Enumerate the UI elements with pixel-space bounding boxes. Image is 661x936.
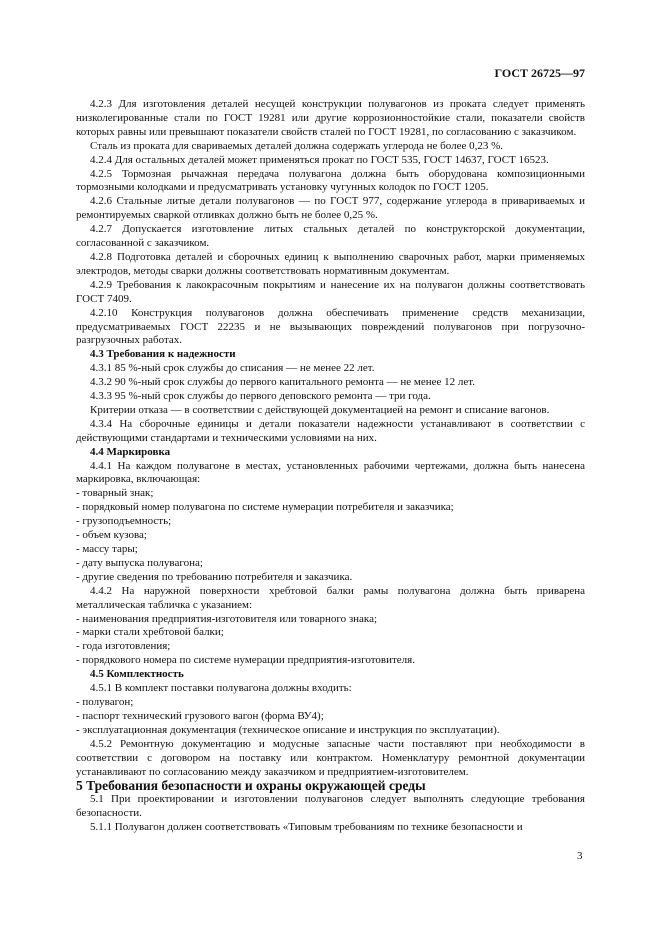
list-item: - марки стали хребтовой балки;: [76, 626, 224, 639]
list-item: - другие сведения по требованию потребителя и заказчика.: [76, 570, 353, 583]
list-item: - порядкового номера по системе нумерации предприятия-изготовителя.: [76, 654, 415, 667]
document-header: ГОСТ 26725—97: [494, 66, 585, 80]
subsection-heading: 4.5 Комплектность: [90, 668, 184, 681]
paragraph: 4.2.5 Тормозная рычажная передача полувагона должна быть оборудована композиционными тормозными колодками и предусматривать установку чугунных колодок по ГОСТ 1205.: [76, 167, 585, 194]
list-item: - объем кузова;: [76, 529, 147, 542]
list-item: - порядковый номер полувагона по системе нумерации потребителя и заказчика;: [76, 501, 454, 514]
paragraph: 4.3.2 90 %-ный срок службы до первого капитального ремонта — не менее 12 лет.: [90, 376, 476, 389]
list-item: - эксплуатационная документация (техническое описание и инструкция по эксплуатации).: [76, 723, 500, 736]
document-body: [76, 98, 585, 835]
paragraph: 4.2.10 Конструкция полувагонов должна обеспечивать применение средств механизации, предусматриваемых ГОСТ 22235 и не вызывающих повреждений полувагонов при погрузочно-разгрузочных работах.: [76, 306, 585, 347]
page-number: 3: [577, 850, 583, 862]
paragraph: 4.5.2 Ремонтную документацию и модусные запасные части поставляют при необходимости в соответствии с договором на поставку или контрактом. Номенклатуру ремонтной документации устанавливают по согласованию между заказчиком и предприятием-изготовителем.: [76, 737, 585, 778]
paragraph: 4.5.1 В комплект поставки полувагона должны входить:: [90, 682, 352, 695]
paragraph: 4.3.4 На сборочные единицы и детали показатели надежности устанавливают в соответствии с действующими стандартами и техническими условиями на них.: [76, 417, 585, 444]
paragraph: 5.1.1 Полувагон должен соответствовать «Типовым требованиям по технике безопасности и: [90, 821, 523, 834]
list-item: - массу тары;: [76, 543, 138, 555]
paragraph: 4.3.3 95 %-ный срок службы до первого деповского ремонта — три года.: [90, 390, 431, 403]
subsection-heading: 4.3 Требования к надежности: [90, 348, 236, 361]
list-item: - товарный знак;: [76, 487, 154, 500]
list-item: - дату выпуска полувагона;: [76, 556, 203, 569]
paragraph: 5.1 При проектировании и изготовлении полувагонов следует выполнять следующие требования безопасности.: [76, 793, 585, 820]
paragraph: 4.2.7 Допускается изготовление литых стальных деталей по конструкторской документации, согласованной с заказчиком.: [76, 223, 585, 250]
paragraph: 4.2.4 Для остальных деталей может применяться прокат по ГОСТ 535, ГОСТ 14637, ГОСТ 16523.: [90, 153, 549, 166]
list-item: - года изготовления;: [76, 640, 171, 653]
paragraph: 4.2.9 Требования к лакокрасочным покрытиям и нанесение их на полувагон должны соответствовать ГОСТ 7409.: [76, 278, 585, 305]
paragraph: 4.3.1 85 %-ный срок службы до списания — не менее 22 лет.: [90, 362, 375, 375]
paragraph: Сталь из проката для свариваемых деталей должна содержать углерода не более 0,23 %.: [90, 139, 504, 152]
paragraph: Критерии отказа — в соответствии с действующей документацией на ремонт и списание вагонов.: [90, 403, 550, 416]
paragraph: 4.4.2 На наружной поверхности хребтовой балки рамы полувагона должна быть приварена металлическая табличка с указанием:: [76, 584, 585, 611]
paragraph: 4.4.1 На каждом полувагоне в местах, установленных рабочими чертежами, должна быть нанесена маркировка, включающая:: [76, 459, 585, 486]
list-item: - грузоподъемность;: [76, 515, 172, 528]
paragraph: 4.2.6 Стальные литые детали полувагонов — по ГОСТ 977, содержание углерода в привариваемых и ремонтируемых сваркой отливках должно быть не более 0,25 %.: [76, 195, 585, 222]
section-heading: 5 Требования безопасности и охраны окружающей среды: [76, 778, 426, 794]
subsection-heading: 4.4 Маркировка: [90, 445, 171, 458]
list-item: - полувагон;: [76, 695, 134, 708]
paragraph: 4.2.3 Для изготовления деталей несущей конструкции полувагонов из проката следует применять низколегированные стали по ГОСТ 19281 или другие коррозионностойкие стали, показатели свойств которых равны или превышают показатели свойств сталей по ГОСТ 19281, по согласованию с заказчиком.: [76, 98, 585, 138]
list-item: - наименования предприятия-изготовителя или товарного знака;: [76, 612, 378, 625]
list-item: - паспорт технический грузового вагон (форма ВУ4);: [76, 709, 324, 722]
paragraph: 4.2.8 Подготовка деталей и сборочных единиц к выполнению сварочных работ, марки применяемых электродов, методы сварки должны соответствовать нормативным документам.: [76, 250, 585, 277]
